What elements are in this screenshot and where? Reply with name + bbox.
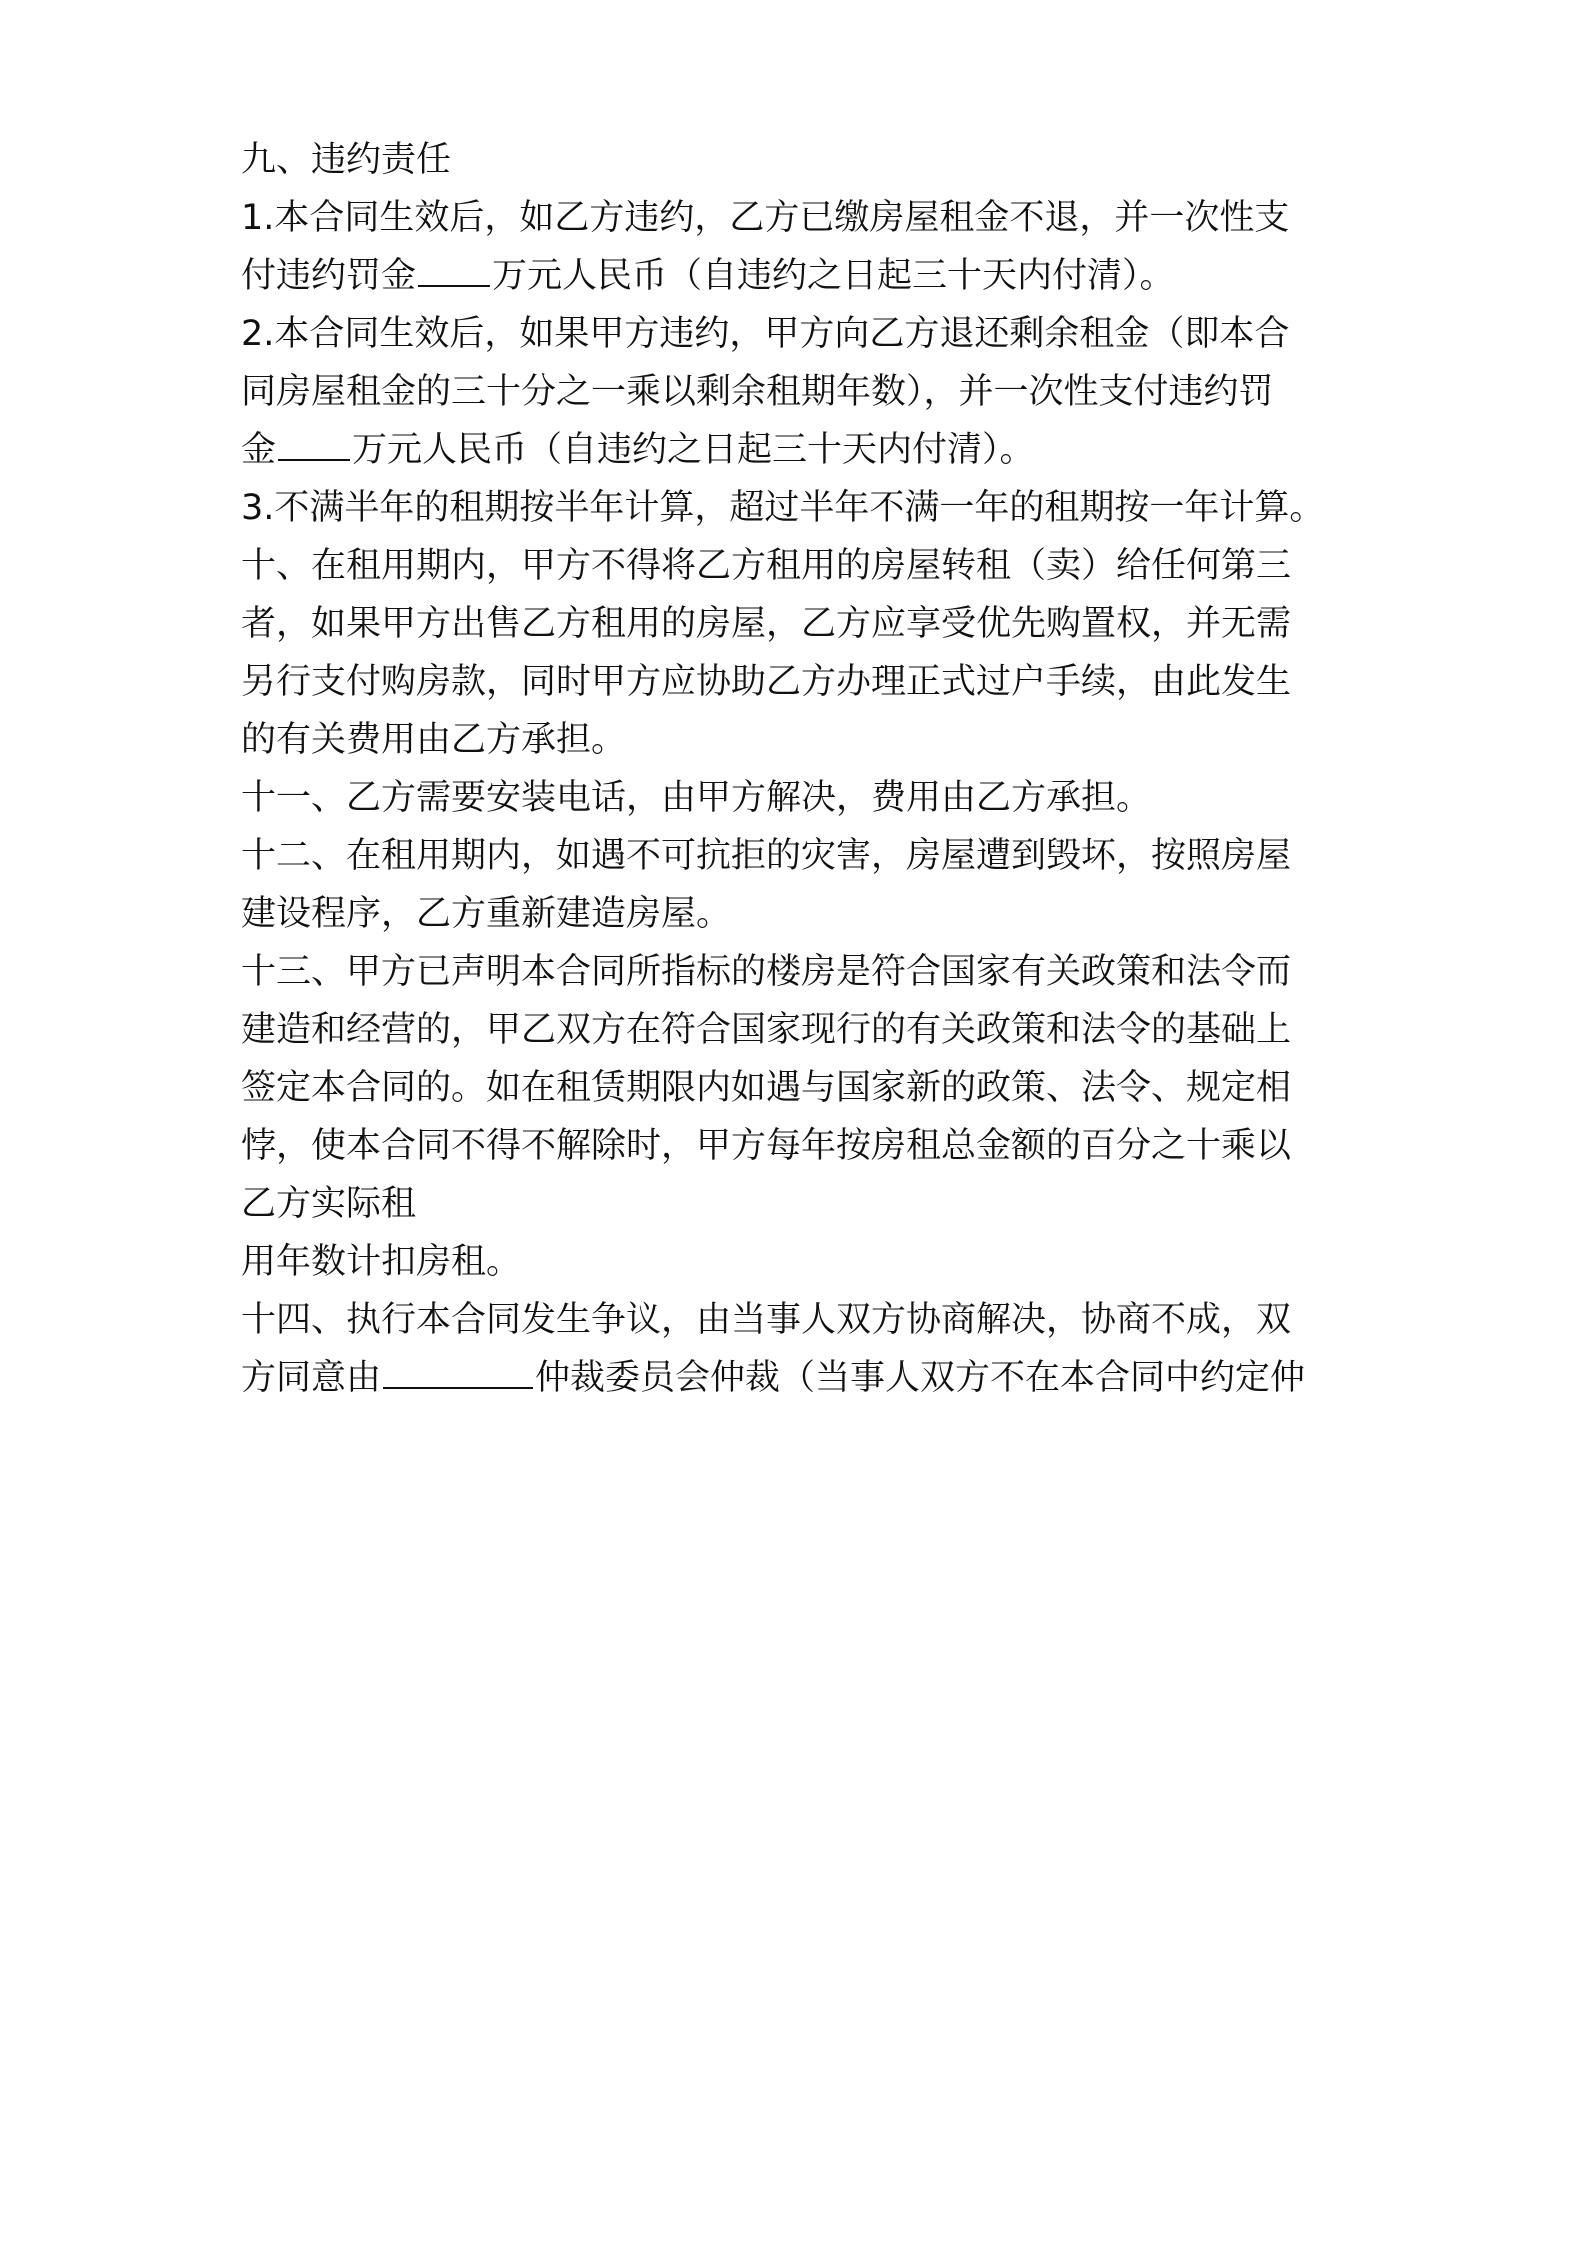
section-10-line-3: 另行支付购房款，同时甲方应协助乙方办理正式过户手续，由此发生 [241, 662, 1292, 702]
clause-9-2-text-before-blank: 金 [241, 430, 277, 470]
section-13-line-5: 乙方实际租 [241, 1184, 417, 1224]
landlord-penalty-amount-blank [278, 429, 350, 461]
clause-9-3: 3.不满半年的租期按半年计算，超过半年不满一年的租期按一年计算。 [241, 488, 1325, 528]
section-13-line-2: 建造和经营的，甲乙双方在符合国家现行的有关政策和法令的基础上 [241, 1010, 1292, 1050]
section-12-line-1: 十二、在租用期内，如遇不可抗拒的灾害，房屋遭到毁坏，按照房屋 [241, 836, 1292, 876]
section-11: 十一、乙方需要安装电话，由甲方解决，费用由乙方承担。 [241, 778, 1152, 818]
clause-9-1-text-before-blank: 付违约罚金 [241, 256, 417, 296]
penalty-amount-blank [418, 255, 490, 287]
clause-9-1-line-2 [241, 254, 1361, 298]
section-13-line-4: 悖，使本合同不得不解除时，甲方每年按房租总金额的百分之十乘以 [241, 1126, 1292, 1166]
section-14-line-2 [241, 1356, 1361, 1400]
section-9-title: 九、违约责任 [241, 140, 452, 180]
section-14-text-after-blank: 仲裁委员会仲裁（当事人双方不在本合同中约定仲 [535, 1358, 1306, 1398]
clause-9-2-line-2: 同房屋租金的三十分之一乘以剩余租期年数），并一次性支付违约罚 [241, 372, 1274, 412]
section-13-line-1: 十三、甲方已声明本合同所指标的楼房是符合国家有关政策和法令而 [241, 952, 1292, 992]
section-14-text-before-blank: 方同意由 [241, 1358, 382, 1398]
section-14-line-1: 十四、执行本合同发生争议，由当事人双方协商解决，协商不成，双 [241, 1300, 1292, 1340]
section-10-line-1: 十、在租用期内，甲方不得将乙方租用的房屋转租（卖）给任何第三 [241, 546, 1292, 586]
arbitration-committee-blank [383, 1357, 533, 1389]
section-13-line-3: 签定本合同的。如在租赁期限内如遇与国家新的政策、法令、规定相 [241, 1068, 1292, 1108]
section-10-line-2: 者，如果甲方出售乙方租用的房屋，乙方应享受优先购置权，并无需 [241, 604, 1292, 644]
clause-9-2-text-after-blank: 万元人民币（自违约之日起三十天内付清）。 [352, 430, 1035, 470]
clause-9-2-line-1: 2.本合同生效后，如果甲方违约，甲方向乙方退还剩余租金（即本合 [241, 314, 1290, 354]
section-12-line-2: 建设程序，乙方重新建造房屋。 [241, 894, 732, 934]
clause-9-1-line-1: 1.本合同生效后，如乙方违约，乙方已缴房屋租金不退，并一次性支 [241, 198, 1290, 238]
clause-9-1-text-after-blank: 万元人民币（自违约之日起三十天内付清）。 [492, 256, 1175, 296]
section-10-line-4: 的有关费用由乙方承担。 [241, 720, 627, 760]
clause-9-2-line-3 [241, 428, 1361, 472]
section-13-line-6: 用年数计扣房租。 [241, 1242, 522, 1282]
